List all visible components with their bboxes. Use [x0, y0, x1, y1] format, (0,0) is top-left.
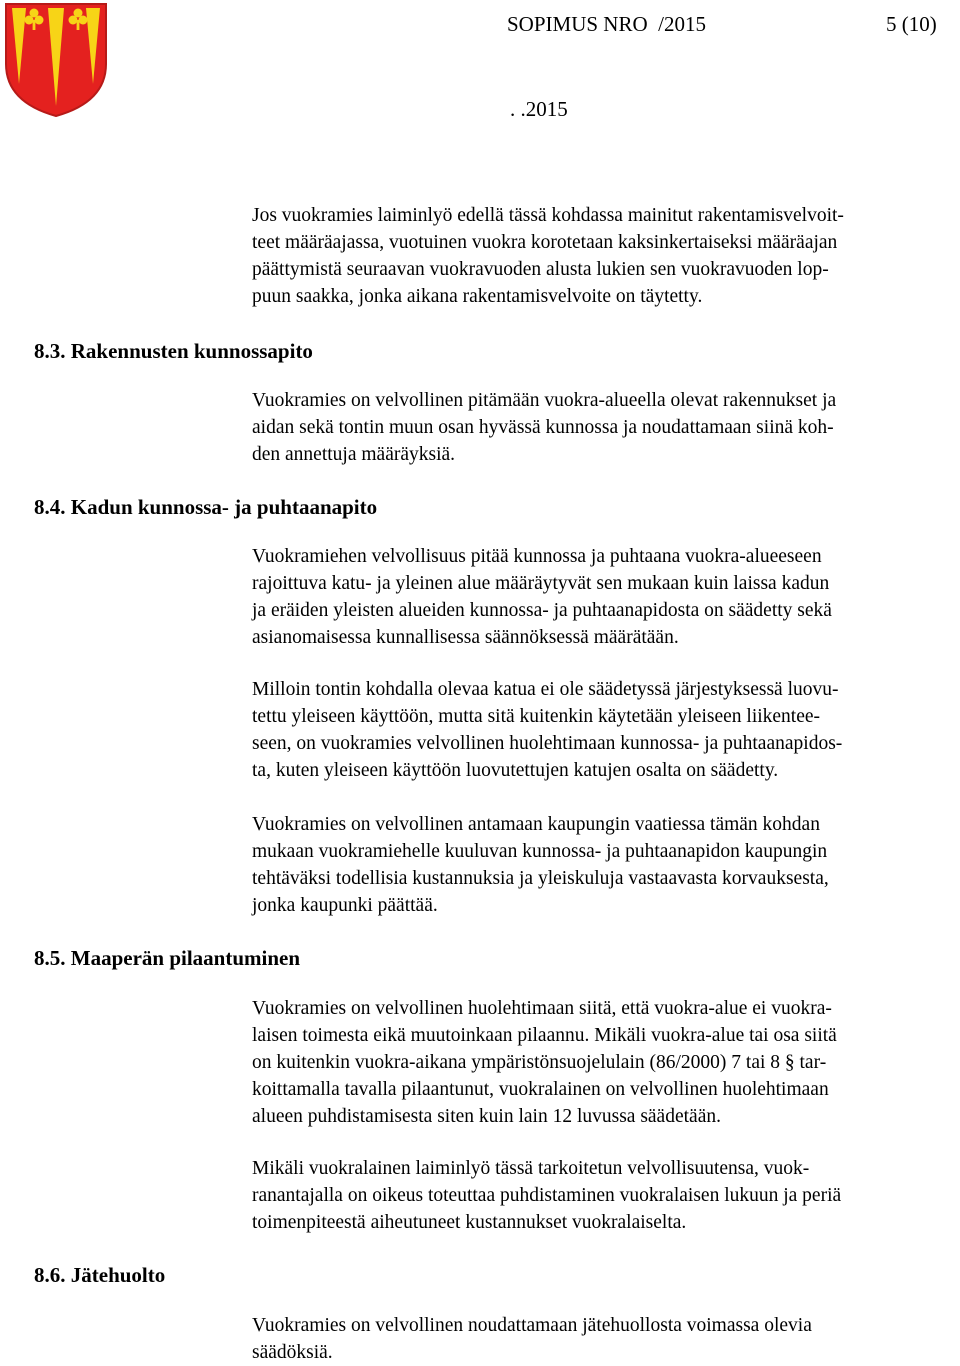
text-line: teet määräajassa, vuotuinen vuokra korotetaan kaksinkertaiseksi määräajan	[252, 232, 838, 253]
text-line: seen, on vuokramies velvollinen huolehtimaan kunnossa- ja puhtaanapidos-	[252, 733, 843, 754]
contract-number: SOPIMUS NRO /2015	[507, 12, 706, 36]
text-line: Milloin tontin kohdalla olevaa katua ei ole säädetyssä järjestyksessä luovu-	[252, 679, 839, 700]
paragraph	[252, 1312, 958, 1366]
section-heading-8-4: 8.4. Kadun kunnossa- ja puhtaanapito	[34, 495, 378, 519]
text-line: aidan sekä tontin muun osan hyvässä kunnossa ja noudattamaan siinä koh-	[252, 417, 834, 438]
text-line: toimenpiteestä aiheutuneet kustannukset vuokralaiselta.	[252, 1212, 687, 1233]
text-line: Vuokramiehen velvollisuus pitää kunnossa ja puhtaana vuokra-alueeseen	[252, 546, 822, 567]
text-line: Jos vuokramies laiminlyö edellä tässä kohdassa mainitut rakentamisvelvoit-	[252, 205, 844, 226]
text-line: ranantajalla on oikeus toteuttaa puhdistaminen vuokralaisen lukuun ja periä	[252, 1185, 842, 1206]
paragraph	[252, 1155, 958, 1236]
text-line: mukaan vuokramiehelle kuuluvan kunnossa- ja puhtaanapidon kaupungin	[252, 841, 828, 862]
text-line: tettu yleiseen käyttöön, mutta sitä kuitenkin käytetään yleiseen liikentee-	[252, 706, 821, 727]
text-line: on kuitenkin vuokra-aikana ympäristönsuojelulain (86/2000) 7 tai 8 § tar-	[252, 1052, 827, 1073]
page-number: 5 (10)	[886, 12, 937, 36]
text-line: Vuokramies on velvollinen antamaan kaupungin vaatiessa tämän kohdan	[252, 814, 820, 835]
text-line: puun saakka, jonka aikana rakentamisvelvoite on täytetty.	[252, 286, 703, 307]
text-line: rajoittuva katu- ja yleinen alue määräytyvät sen mukaan kuin laissa kadun	[252, 573, 830, 594]
text-line: Vuokramies on velvollinen noudattamaan jätehuollosta voimassa olevia	[252, 1315, 812, 1336]
document-date: . .2015	[510, 97, 568, 121]
paragraph	[252, 811, 958, 919]
text-line: asianomaisessa kunnallisessa säännöksessä määrätään.	[252, 627, 679, 648]
text-line: Vuokramies on velvollinen huolehtimaan siitä, että vuokra-alue ei vuokra-	[252, 998, 832, 1019]
text-line: jonka kaupunki päättää.	[252, 895, 438, 916]
paragraph	[252, 676, 958, 784]
coat-of-arms-icon	[4, 2, 108, 118]
text-line: laisen toimesta eikä muutoinkaan pilaannu. Mikäli vuokra-alue tai osa siitä	[252, 1025, 837, 1046]
text-line: ta, kuten yleiseen käyttöön luovutettujen katujen osalta on säädetty.	[252, 760, 779, 781]
text-line: tehtäväksi todellisia kustannuksia ja yleiskuluja vastaavasta korvauksesta,	[252, 868, 829, 889]
text-line: den annettuja määräyksiä.	[252, 444, 456, 465]
text-line: säädöksiä.	[252, 1342, 333, 1363]
paragraph	[252, 995, 958, 1130]
text-line: ja eräiden yleisten alueiden kunnossa- ja puhtaanapidosta on säädetty sekä	[252, 600, 832, 621]
section-heading-8-6: 8.6. Jätehuolto	[34, 1263, 166, 1287]
text-line: koittamalla tavalla pilaantunut, vuokralainen on velvollinen huolehtimaan	[252, 1079, 829, 1100]
section-heading-8-5: 8.5. Maaperän pilaantuminen	[34, 946, 301, 970]
paragraph	[252, 543, 958, 651]
paragraph	[252, 387, 958, 468]
text-line: Mikäli vuokralainen laiminlyö tässä tarkoitetun velvollisuutensa, vuok-	[252, 1158, 810, 1179]
text-line: Vuokramies on velvollinen pitämään vuokra-alueella olevat rakennukset ja	[252, 390, 837, 411]
intro-paragraph	[252, 202, 958, 310]
text-line: alueen puhdistamisesta siten kuin lain 12 luvussa säädetään.	[252, 1106, 721, 1127]
section-heading-8-3: 8.3. Rakennusten kunnossapito	[34, 339, 313, 363]
text-line: päättymistä seuraavan vuokravuoden alusta lukien sen vuokravuoden lop-	[252, 259, 829, 280]
